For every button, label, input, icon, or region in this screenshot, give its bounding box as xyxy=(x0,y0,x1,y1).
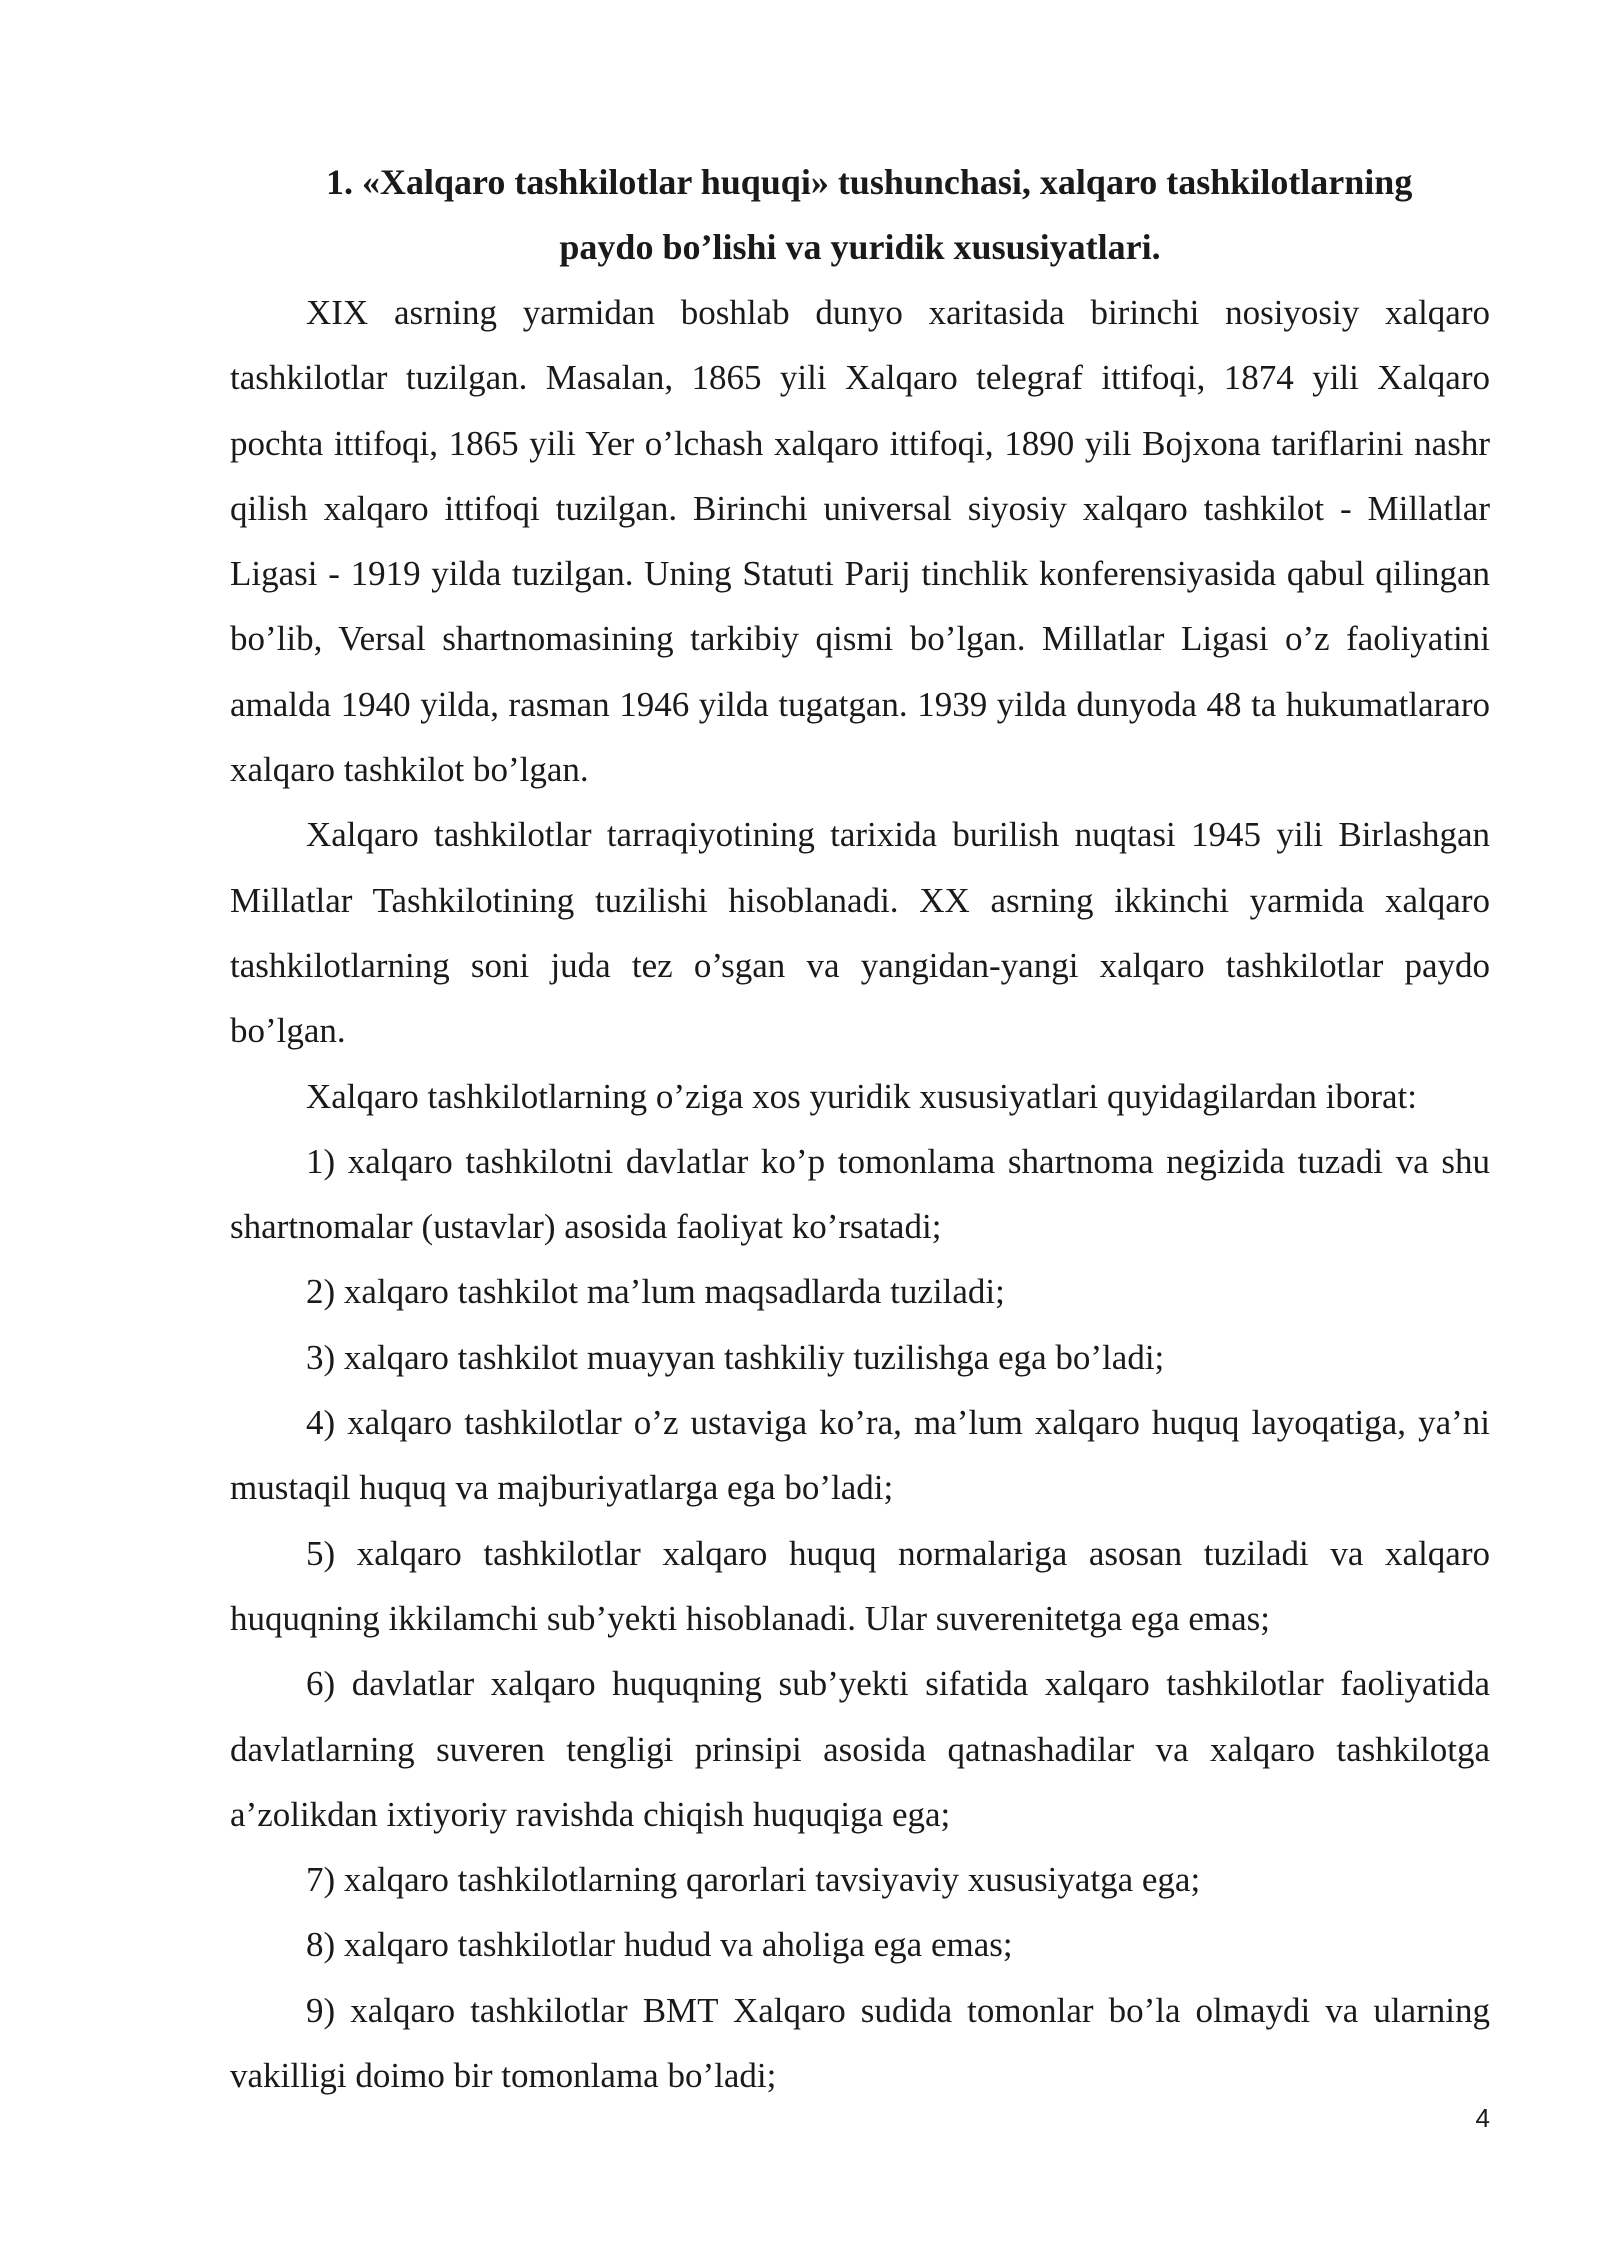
section-heading-line-2: paydo bo’lishi va yuridik xususiyatlari. xyxy=(559,227,1161,267)
list-item-7: 7) xalqaro tashkilotlarning qarorlari tavsiyaviy xususiyatga ega; xyxy=(306,1860,1201,1900)
paragraph-un-founding: Xalqaro tashkilotlar tarraqiyotining tarixida burilish nuqtasi 1945 yili Birlashgan Millatlar Tashkilotining tuzilishi hisoblanadi. XX asrning ikkinchi yarmida xalqaro tashkilotlarning soni juda tez o’sgan va yangidan-yangi xalqaro tashkilotlar paydo bo’lgan. xyxy=(230,815,1490,1051)
list-item-5: 5) xalqaro tashkilotlar xalqaro huquq normalariga asosan tuziladi va xalqaro huquqning ikkilamchi sub’yekti hisoblanadi. Ular suverenitetga ega emas; xyxy=(230,1533,1490,1638)
list-item-8: 8) xalqaro tashkilotlar hudud va aholiga ega emas; xyxy=(306,1925,1013,1965)
paragraph-features-intro: Xalqaro tashkilotlarning o’ziga xos yuridik xususiyatlari quyidagilardan iborat: xyxy=(306,1076,1417,1116)
list-item-9: 9) xalqaro tashkilotlar BMT Xalqaro sudida tomonlar bo’la olmaydi va ularning vakilligi doimo bir tomonlama bo’ladi; xyxy=(230,1990,1490,2096)
section-heading-line-1: 1. «Xalqaro tashkilotlar huquqi» tushunchasi, xalqaro tashkilotlarning xyxy=(326,162,1413,202)
section-heading xyxy=(230,150,1490,280)
list-item-6: 6) davlatlar xalqaro huquqning sub’yekti sifatida xalqaro tashkilotlar faoliyatida davlatlarning suveren tengligi prinsipi asosida qatnashadilar va xalqaro tashkilotga a’zolikdan ixtiyoriy ravishda chiqish huquqiga ega; xyxy=(230,1664,1490,1834)
paragraph-history: XIX asrning yarmidan boshlab dunyo xaritasida birinchi nosiyosiy xalqaro tashkilotlar tuzilgan. Masalan, 1865 yili Xalqaro telegraf ittifoqi, 1874 yili Xalqaro pochta ittifoqi, 1865 yili Yer o’lchash xalqaro ittifoqi, 1890 yili Bojxona tariflarini nashr qilish xalqaro ittifoqi tuzilgan. Birinchi universal siyosiy xalqaro tashkilot - Millatlar Ligasi - 1919 yilda tuzilgan. Uning Statuti Parij tinchlik konferensiyasida qabul qilingan bo’lib, Versal shartnomasining tarkibiy qismi bo’lgan. Millatlar Ligasi o’z faoliyatini amalda 1940 yilda, rasman 1946 yilda tugatgan. 1939 yilda dunyoda 48 ta hukumatlararo xalqaro tashkilot bo’lgan. xyxy=(230,293,1490,790)
list-item-4: 4) xalqaro tashkilotlar o’z ustaviga ko’ra, ma’lum xalqaro huquq layoqatiga, ya’ni mustaqil huquq va majburiyatlarga ega bo’ladi; xyxy=(230,1403,1490,1508)
document-page xyxy=(230,150,1490,2108)
list-item-2: 2) xalqaro tashkilot ma’lum maqsadlarda tuziladi; xyxy=(306,1272,1005,1312)
list-item-1: 1) xalqaro tashkilotni davlatlar ko’p tomonlama shartnoma negizida tuzadi va shu shartnomalar (ustavlar) asosida faoliyat ko’rsatadi; xyxy=(230,1141,1490,1247)
page-number: 4 xyxy=(1475,2103,1490,2133)
list-item-3: 3) xalqaro tashkilot muayyan tashkiliy tuzilishga ega bo’ladi; xyxy=(306,1337,1165,1377)
